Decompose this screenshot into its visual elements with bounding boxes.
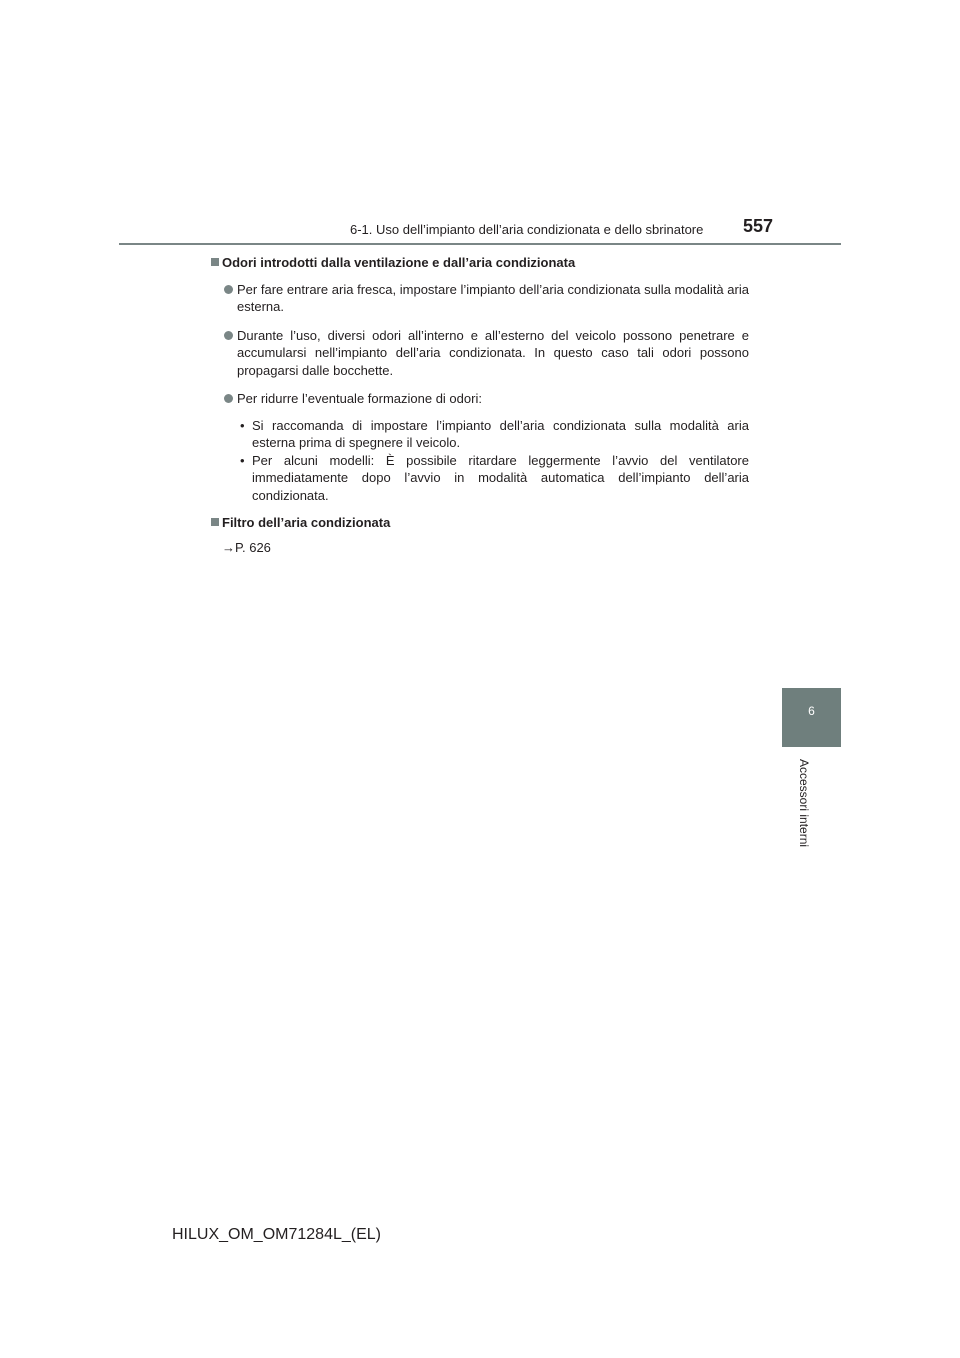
section-heading [211, 514, 749, 532]
list-item-text: Per ridurre l’eventuale formazione di odori: [237, 391, 482, 406]
page-number: 557 [743, 216, 774, 236]
sub-list [211, 417, 749, 505]
list-item-text: Durante l’uso, diversi odori all’interno e all’esterno del veicolo possono penetrare e accumularsi nell’impianto dell’aria condizionata. In questo caso tali odori possono propagarsi dalle bocchette. [237, 327, 749, 378]
round-bullet-icon [224, 394, 233, 403]
small-bullet-icon: • [240, 417, 245, 433]
sub-list-item-text: Si raccomanda di impostare l’impianto dell’aria condizionata sulla modalità aria esterna prima di spegnere il veicolo. [252, 417, 749, 450]
sub-list-item [211, 417, 749, 452]
chapter-number: 6 [808, 704, 815, 718]
sub-list-item-text: Per alcuni modelli: È possibile ritardare leggermente l’avvio del ventilatore immediatamente dopo l’avvio in modalità automatica dell’impianto dell’aria condizionata. [252, 452, 749, 503]
page-content [211, 254, 749, 556]
square-bullet-icon [211, 258, 219, 266]
section-heading-text: Filtro dell’aria condizionata [222, 515, 391, 530]
list-item [211, 281, 749, 316]
section-heading [211, 254, 749, 272]
sub-list-item [211, 452, 749, 505]
header-rule [119, 243, 841, 245]
round-bullet-icon [224, 331, 233, 340]
page-reference[interactable]: →P. 626 [222, 539, 271, 555]
header-title: 6-1. Uso dell’impianto dell’aria condizionata e dello sbrinatore [350, 222, 704, 237]
list-item-text: Per fare entrare aria fresca, impostare l’impianto dell’aria condizionata sulla modalità aria esterna. [237, 281, 749, 314]
chapter-label: Accessori interni [797, 759, 811, 848]
document-code: HILUX_OM_OM71284L_(EL) [172, 1226, 381, 1243]
small-bullet-icon: • [240, 452, 245, 468]
chapter-tab [782, 688, 841, 747]
list-item [211, 390, 749, 408]
square-bullet-icon [211, 518, 219, 526]
section-heading-text: Odori introdotti dalla ventilazione e dall’aria condizionata [222, 255, 576, 270]
list-item [211, 327, 749, 380]
round-bullet-icon [224, 285, 233, 294]
